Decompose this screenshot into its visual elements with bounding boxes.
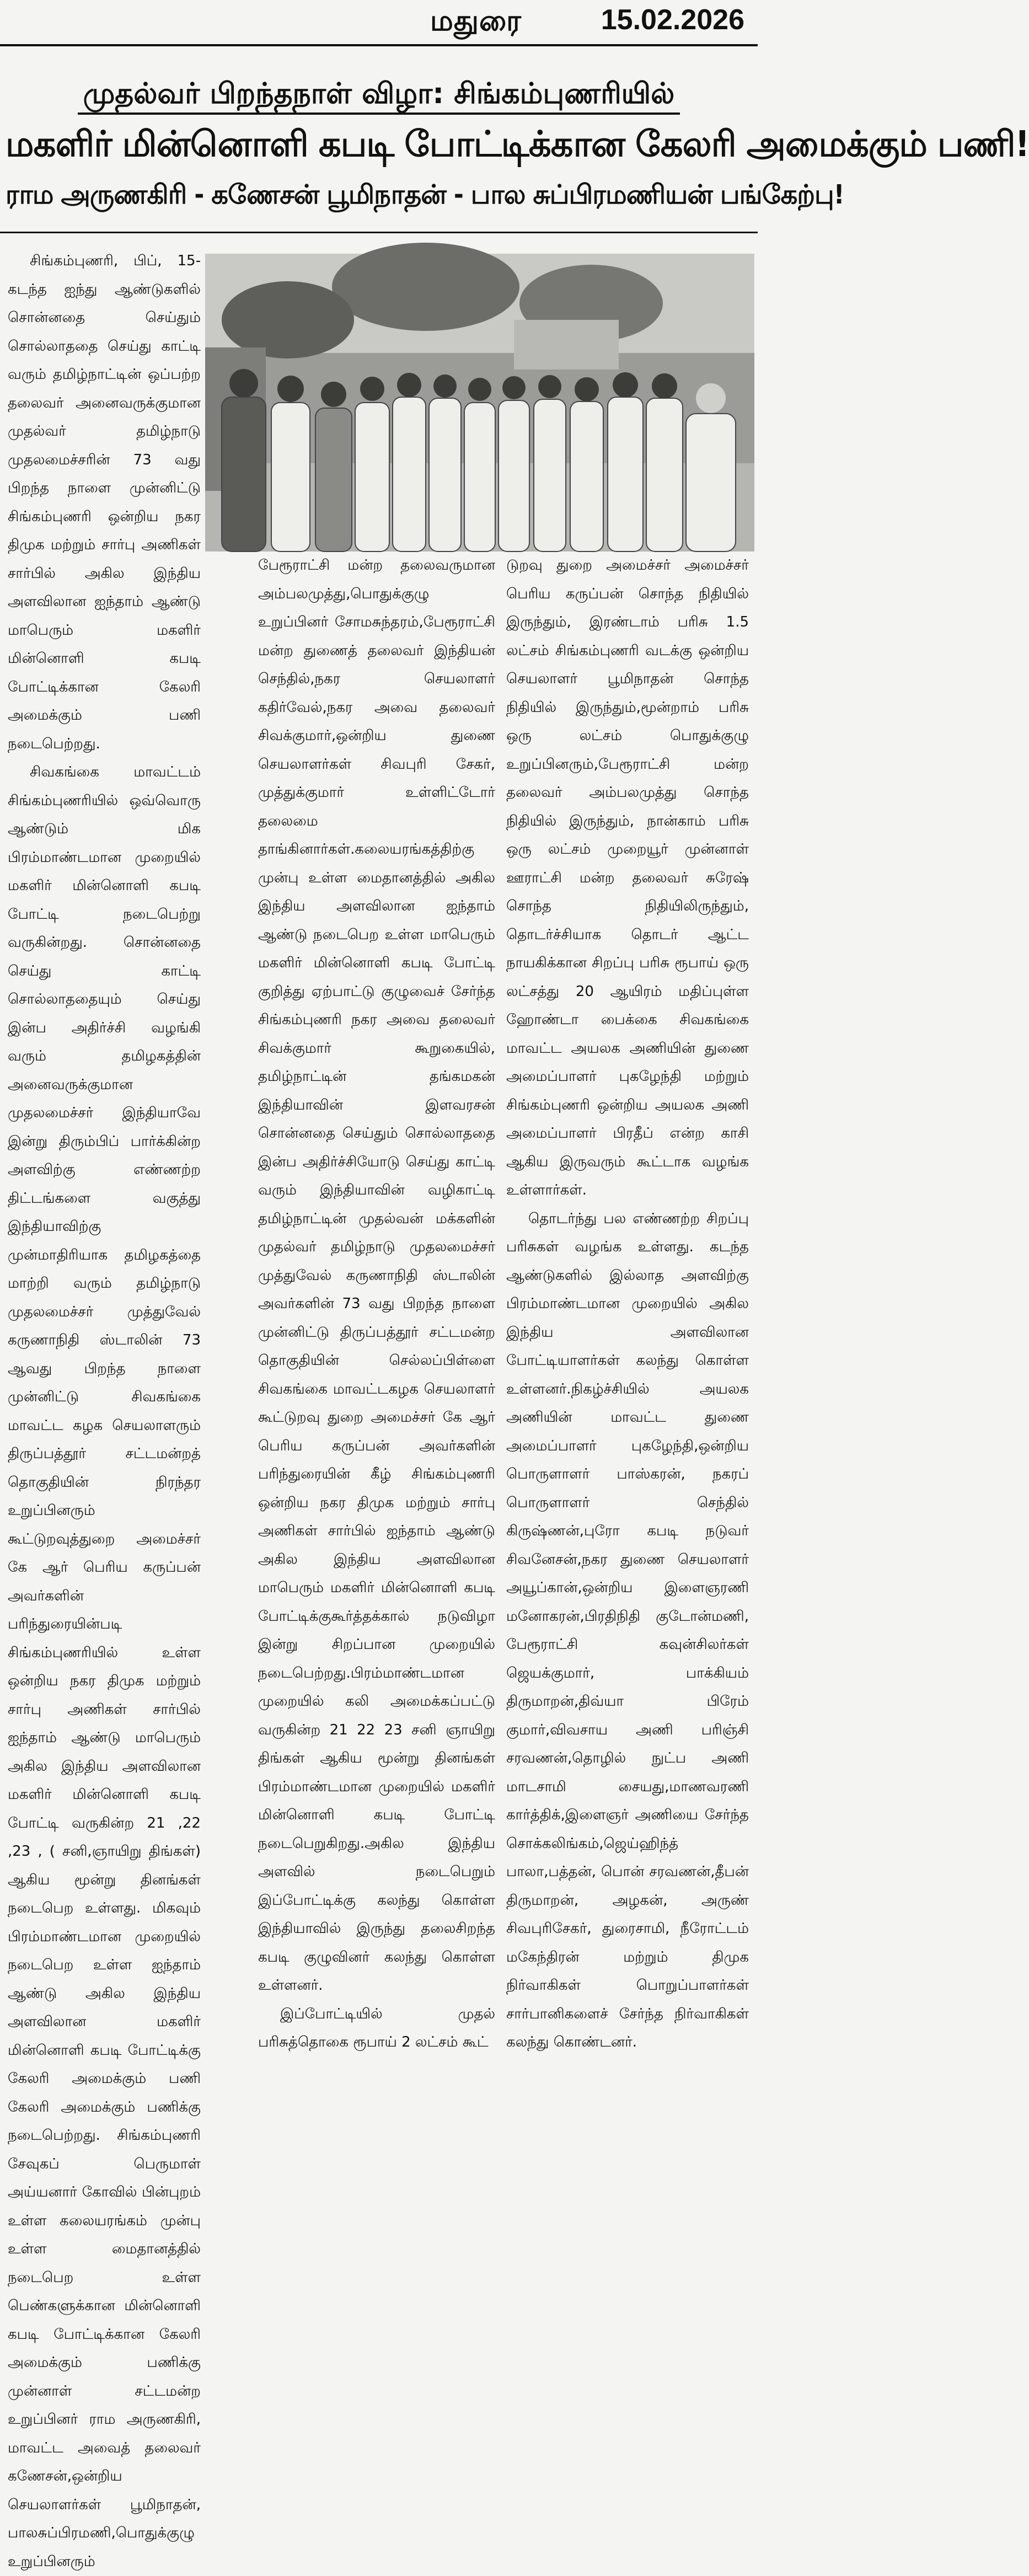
col3-paragraph-1: டுறவு துறை அமைச்சர் அமைச்சர் பெரிய கருப்பன் சொந்த நிதியில் இருந்தும், இரண்டாம் பரிசு 1.5 லட்சம் சிங்கம்புணரி வடக்கு ஒன்றிய செயலாளர் பூமிநாதன் சொந்த நிதியில் இருந்தும்,மூன்றாம் பரிசு ஒரு லட்சம் பொதுக்குழு உறுப்பினரும்,பேரூராட்சி மன்ற தலைவர் அம்பலமுத்து சொந்த நிதியில் இருந்தும், நான்காம் பரிசு ஒரு லட்சம் முறையூர் முன்னாள் ஊராட்சி மன்ற தலைவர் சுரேஷ் சொந்த நிதியிலிருந்தும், தொடர்ச்சியாக தொடர் ஆட்ட நாயகிக்கான சிறப்பு பரிசு ரூபாய் ஒரு லட்சத்து 20 ஆயிரம் மதிப்புள்ள ஹோண்டா பைக்கை சிவகங்கை மாவட்ட அயலக அணியின் துணை அமைப்பாளர் புகழேந்தி மற்றும் சிங்கம்புணரி ஒன்றிய அயலக அணி அமைப்பாளர் பிரதீப் என்ற காசி ஆகிய இருவரும் கூட்டாக வழங்க உள்ளார்கள். [506,557,749,1198]
masthead-date: 15.02.2026 [601,4,744,36]
article-column-2 [258,551,495,2050]
article-column-3 [506,551,749,2050]
article-photo [205,254,754,551]
headline-divider [0,232,758,233]
col1-paragraph-2: சிவகங்கை மாவட்டம் சிங்கம்புணரியில் ஒவ்வொரு ஆண்டும் மிக பிரம்மாண்டமான முறையில் மகளிர் மின்னொளி கபடி போட்டி நடைபெற்று வருகின்றது. சொன்னதை செய்து காட்டி சொல்லாததையும் செய்து இன்ப அதிர்ச்சி வழங்கி வரும் தமிழகத்தின் அனைவருக்குமான முதலமைச்சர் இந்தியாவே இன்று திரும்பிப் பார்க்கின்ற அளவிற்கு எண்ணற்ற திட்டங்களை வகுத்து இந்தியாவிற்கு முன்மாதிரியாக தமிழகத்தை மாற்றி வரும் தமிழ்நாடு முதலமைச்சர் முத்துவேல் கருணாநிதி ஸ்டாலின் 73 ஆவது பிறந்த நாளை முன்னிட்டு சிவகங்கை மாவட்ட கழக செயலாளரும் திருப்பத்தூர் சட்டமன்றத் தொகுதியின் நிரந்தர உறுப்பினரும் கூட்டுறவுத்துறை அமைச்சர் கே ஆர் பெரிய கருப்பன் அவர்களின் பரிந்துரையின்படி சிங்கம்புணரியில் உள்ள ஒன்றிய நகர திமுக மற்றும் சார்பு அணிகள் சார்பில் ஐந்தாம் ஆண்டு மாபெரும் அகில இந்திய அளவிலான மகளிர் மின்னொளி கபடி போட்டி வருகின்ற 21 ,22 ,23 , ( சனி,ஞாயிறு திங்கள்) ஆகிய மூன்று தினங்கள் நடைபெற உள்ளது. மிகவும் பிரம்மாண்டமான முறையில் நடைபெற உள்ள ஐந்தாம் ஆண்டு அகில இந்திய அளவிலான மகளிர் மின்னொளி கபடி போட்டிக்கு கேலரி அமைக்கும் பணி கேலரி அமைக்கும் பணிக்கு நடைபெற்றது. சிங்கம்புணரி சேவுகப் பெருமாள் அய்யனார் கோவில் பின்புறம் உள்ள கலையரங்கம் முன்பு உள்ள மைதானத்தில் நடைபெற உள்ள பெண்களுக்கான மின்னொளி கபடி போட்டிக்கான கேலரி அமைக்கும் பணிக்கு முன்னாள் சட்டமன்ற உறுப்பினர் ராம அருணகிரி, மாவட்ட அவைத் தலைவர் கணேசன்,ஒன்றிய செயலாளர்கள் பூமிநாதன், பாலசுப்பிரமணி,பொதுக்குழு உறுப்பினரும் [8,764,201,2570]
article-headline: மகளிர் மின்னொளி கபடி போட்டிக்கான கேலரி அமைக்கும் பணி! [6,124,1029,165]
kicker-text: முதல்வர் பிறந்தநாள் விழா: சிங்கம்புணரியில் [78,77,680,115]
group-photo-illustration [205,254,754,551]
col3-paragraph-2: தொடர்ந்து பல எண்ணற்ற சிறப்பு பரிசுகள் வழங்க உள்ளது. கடந்த ஆண்டுகளில் இல்லாத அளவிற்கு பிரம்மாண்டமான முறையில் அகில இந்திய அளவிலான போட்டியாளர்கள் கலந்து கொள்ள உள்ளனர்.நிகழ்ச்சியில் அயலக அணியின் மாவட்ட துணை அமைப்பாளர் புகழேந்தி,ஒன்றிய பொருளாளர் பாஸ்கரன், நகரப் பொருளாளர் செந்தில் கிருஷ்ணன்,புரோ கபடி நடுவர் சிவனேசன்,நகர துணை செயலாளர் அயூப்கான்,ஒன்றிய இளைஞரணி மனோகரன்,பிரதிநிதி குடோன்மணி, பேரூராட்சி கவுன்சிலர்கள் ஜெயக்குமார், பாக்கியம் திருமாறன்,திவ்யா பிரேம் குமார்,விவசாய அணி பரிஞ்சி சரவணன்,தொழில் நுட்ப அணி மாடசாமி சையது,மாணவரணி கார்த்திக்,இளைஞர் அணியை சேர்ந்த சொக்கலிங்கம்,ஜெய்ஹிந்த் பாலா,பத்தன், பொன் சரவணன்,தீபன் திருமாறன், அழகன், அருண் சிவபுரிசேகர், துரைசாமி, நீரோட்டம் மகேந்திரன் மற்றும் திமுக நிர்வாகிகள் பொறுப்பாளர்கள் சார்பானிகளைச் சேர்ந்த நிர்வாகிகள் கலந்து கொண்டனர். [506,1210,749,2050]
article-subhead: ராம அருணகிரி - கணேசன் பூமிநாதன் - பால சுப்பிரமணியன் பங்கேற்பு! [6,179,844,210]
masthead [0,0,758,46]
col1-paragraph-1: சிங்கம்புணரி, பிப், 15- கடந்த ஐந்து ஆண்டுகளில் சொன்னதை செய்தும் சொல்லாததை செய்து காட்டி வரும் தமிழ்நாட்டின் ஒப்பற்ற தலைவர் அனைவருக்குமான முதல்வர் தமிழ்நாடு முதலமைச்சரின் 73 வது பிறந்த நாளை முன்னிட்டு சிங்கம்புணரி ஒன்றிய நகர திமுக மற்றும் சார்பு அணிகள் சார்பில் அகில இந்திய அளவிலான ஐந்தாம் ஆண்டு மாபெரும் மகளிர் மின்னொளி கபடி போட்டிக்கான கேலரி அமைக்கும் பணி நடைபெற்றது. [8,253,201,752]
col2-paragraph-2: இப்போட்டியில் முதல் பரிசுத்தொகை ரூபாய் 2 லட்சம் கூட் [258,2005,495,2050]
col2-paragraph-1: பேரூராட்சி மன்ற தலைவருமான அம்பலமுத்து,பொதுக்குழு உறுப்பினர் சோமசுந்தரம்,பேரூராட்சி மன்ற துணைத் தலைவர் இந்தியன் செந்தில்,நகர செயலாளர் கதிர்வேல்,நகர அவை தலைவர் சிவக்குமார்,ஒன்றிய துணை செயலாளர்கள் சிவபுரி சேகர், முத்துக்குமார் உள்ளிட்டோர் தலைமை தாங்கினார்கள்.கலையரங்கத்திற்கு முன்பு உள்ள மைதானத்தில் அகில இந்திய அளவிலான ஐந்தாம் ஆண்டு நடைபெற உள்ள மாபெரும் மகளிர் மின்னொளி கபடி போட்டி குறித்து ஏற்பாட்டு குழுவைச் சேர்ந்த சிங்கம்புணரி நகர அவை தலைவர் சிவக்குமார் கூறுகையில், தமிழ்நாட்டின் தங்கமகன் இந்தியாவின் இளவரசன் சொன்னதை செய்தும் சொல்லாததை இன்ப அதிர்ச்சியோடு செய்து காட்டி வரும் இந்தியாவின் வழிகாட்டி தமிழ்நாட்டின் முதல்வன் மக்களின் முதல்வர் தமிழ்நாடு முதலமைச்சர் முத்துவேல் கருணாநிதி ஸ்டாலின் அவர்களின் 73 வது பிறந்த நாளை முன்னிட்டு திருப்பத்தூர் சட்டமன்ற தொகுதியின் செல்லப்பிள்ளை சிவகங்கை மாவட்டகழக செயலாளர் கூட்டுறவு துறை அமைச்சர் கே ஆர் பெரிய கருப்பன் அவர்களின் பரிந்துரையின் கீழ் சிங்கம்புணரி ஒன்றிய நகர திமுக மற்றும் சார்பு அணிகள் சார்பில் ஐந்தாம் ஆண்டு அகில இந்திய அளவிலான மாபெரும் மகளிர் மின்னொளி கபடி போட்டிக்குகூர்த்தக்கால் நடுவிழா இன்று சிறப்பான முறையில் நடைபெற்றது.பிரம்மாண்டமான முறையில் கலி அமைக்கப்பட்டு வருகின்ற 21 22 23 சனி ஞாயிறு திங்கள் ஆகிய மூன்று தினங்கள் பிரம்மாண்டமான முறையில் மகளிர் மின்னொளி கபடி போட்டி நடைபெறுகிறது.அகில இந்திய அளவில் நடைபெறும் இப்போட்டிக்கு கலந்து கொள்ள இந்தியாவில் இருந்து தலைசிறந்த கபடி குழுவினர் கலந்து கொள்ள உள்ளனர். [258,557,495,1994]
article-kicker [0,77,758,114]
masthead-city: மதுரை [430,4,522,38]
article-column-1 [8,247,201,2570]
